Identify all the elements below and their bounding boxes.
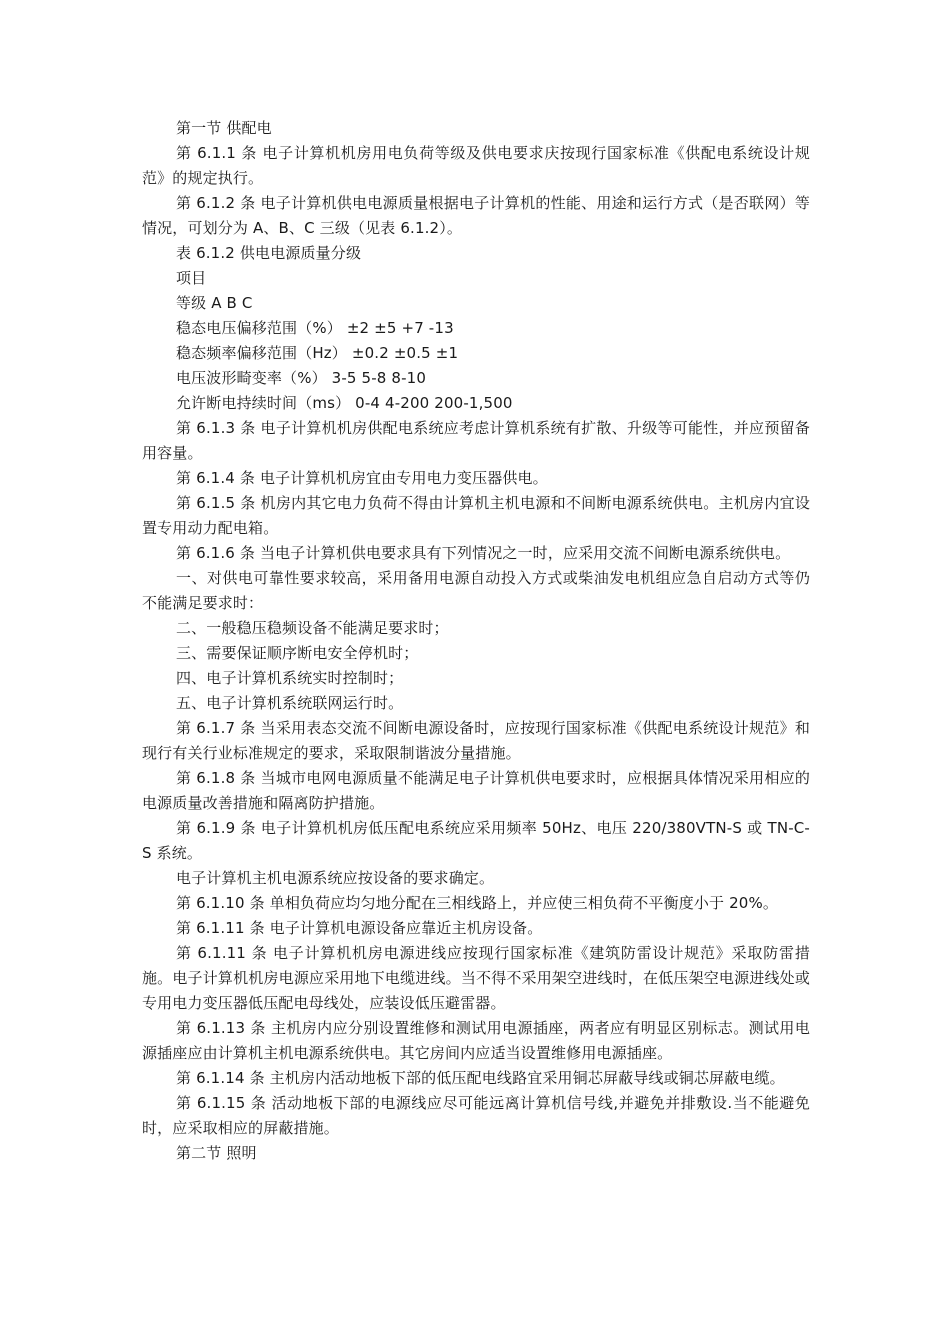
clause-6-1-8: 第 6.1.8 条 当城市电网电源质量不能满足电子计算机供电要求时，应根据具体情况采用相应的电源质量改善措施和隔离防护措施。 — [142, 769, 810, 812]
list-item-1: 一、对供电可靠性要求较高，采用备用电源自动投入方式或柴油发电机组应急自启动方式等仍不能满足要求时： — [142, 569, 810, 612]
table-row-voltage: 稳态电压偏移范围（%） ±2 ±5 +7 -13 — [176, 319, 454, 337]
clause-6-1-11a: 第 6.1.11 条 电子计算机电源设备应靠近主机房设备。 — [176, 919, 543, 937]
clause-6-1-5: 第 6.1.5 条 机房内其它电力负荷不得由计算机主机电源和不间断电源系统供电。主机房内宜设置专用动力配电箱。 — [142, 494, 810, 537]
clause-6-1-11b: 第 6.1.11 条 电子计算机机房电源进线应按现行国家标准《建筑防雷设计规范》采取防雷措施。电子计算机机房电源应采用地下电缆进线。当不得不采用架空进线时，在低压架空电源进线处或专用电力变压器低压配电母线处，应装设低压避雷器。 — [142, 944, 810, 1012]
table-row-grade: 等级 A B C — [176, 294, 253, 312]
clause-6-1-3: 第 6.1.3 条 电子计算机机房供配电系统应考虑计算机系统有扩散、升级等可能性，并应预留备用容量。 — [142, 419, 810, 462]
table-row-distortion: 电压波形畸变率（%） 3-5 5-8 8-10 — [176, 369, 427, 387]
clause-6-1-2: 第 6.1.2 条 电子计算机供电电源质量根据电子计算机的性能、用途和运行方式（是否联网）等情况，可划分为 A、B、C 三级（见表 6.1.2）。 — [142, 194, 810, 237]
list-item-5: 五、电子计算机系统联网运行时。 — [176, 694, 404, 712]
table-title: 表 6.1.2 供电电源质量分级 — [176, 244, 362, 262]
clause-6-1-4: 第 6.1.4 条 电子计算机机房宜由专用电力变压器供电。 — [176, 469, 548, 487]
clause-6-1-9: 第 6.1.9 条 电子计算机机房低压配电系统应采用频率 50Hz、电压 220/380VTN-S 或 TN-C-S 系统。 — [142, 819, 810, 862]
section-heading: 第一节 供配电 — [176, 119, 272, 137]
clause-6-1-7: 第 6.1.7 条 当采用表态交流不间断电源设备时，应按现行国家标准《供配电系统设计规范》和现行有关行业标准规定的要求，采取限制谐波分量措施。 — [142, 719, 810, 762]
table-row-outage: 允许断电持续时间（ms） 0-4 4-200 200-1,500 — [176, 394, 513, 412]
clause-6-1-15: 第 6.1.15 条 活动地板下部的电源线应尽可能远离计算机信号线,并避免并排敷设.当不能避免时，应采取相应的屏蔽措施。 — [142, 1094, 810, 1137]
clause-6-1-13: 第 6.1.13 条 主机房内应分别设置维修和测试用电源插座，两者应有明显区别标志。测试用电源插座应由计算机主机电源系统供电。其它房间内应适当设置维修用电源插座。 — [142, 1019, 810, 1062]
section-heading-2: 第二节 照明 — [176, 1144, 257, 1162]
clause-6-1-6: 第 6.1.6 条 当电子计算机供电要求具有下列情况之一时，应采用交流不间断电源系统供电。 — [176, 544, 791, 562]
clause-6-1-14: 第 6.1.14 条 主机房内活动地板下部的低压配电线路宜采用铜芯屏蔽导线或铜芯屏蔽电缆。 — [176, 1069, 785, 1087]
table-row-frequency: 稳态频率偏移范围（Hz） ±0.2 ±0.5 ±1 — [176, 344, 459, 362]
table-row-item: 项目 — [176, 269, 207, 287]
list-item-3: 三、需要保证顺序断电安全停机时； — [176, 644, 419, 662]
clause-6-1-10: 第 6.1.10 条 单相负荷应均匀地分配在三相线路上，并应使三相负荷不平衡度小于 20%。 — [176, 894, 779, 912]
list-item-4: 四、电子计算机系统实时控制时； — [176, 669, 404, 687]
clause-6-1-9-note: 电子计算机主机电源系统应按设备的要求确定。 — [176, 869, 495, 887]
list-item-2: 二、一般稳压稳频设备不能满足要求时； — [176, 619, 449, 637]
clause-6-1-1: 第 6.1.1 条 电子计算机机房用电负荷等级及供电要求庆按现行国家标准《供配电系统设计规范》的规定执行。 — [142, 144, 810, 187]
document-page — [142, 116, 810, 1166]
